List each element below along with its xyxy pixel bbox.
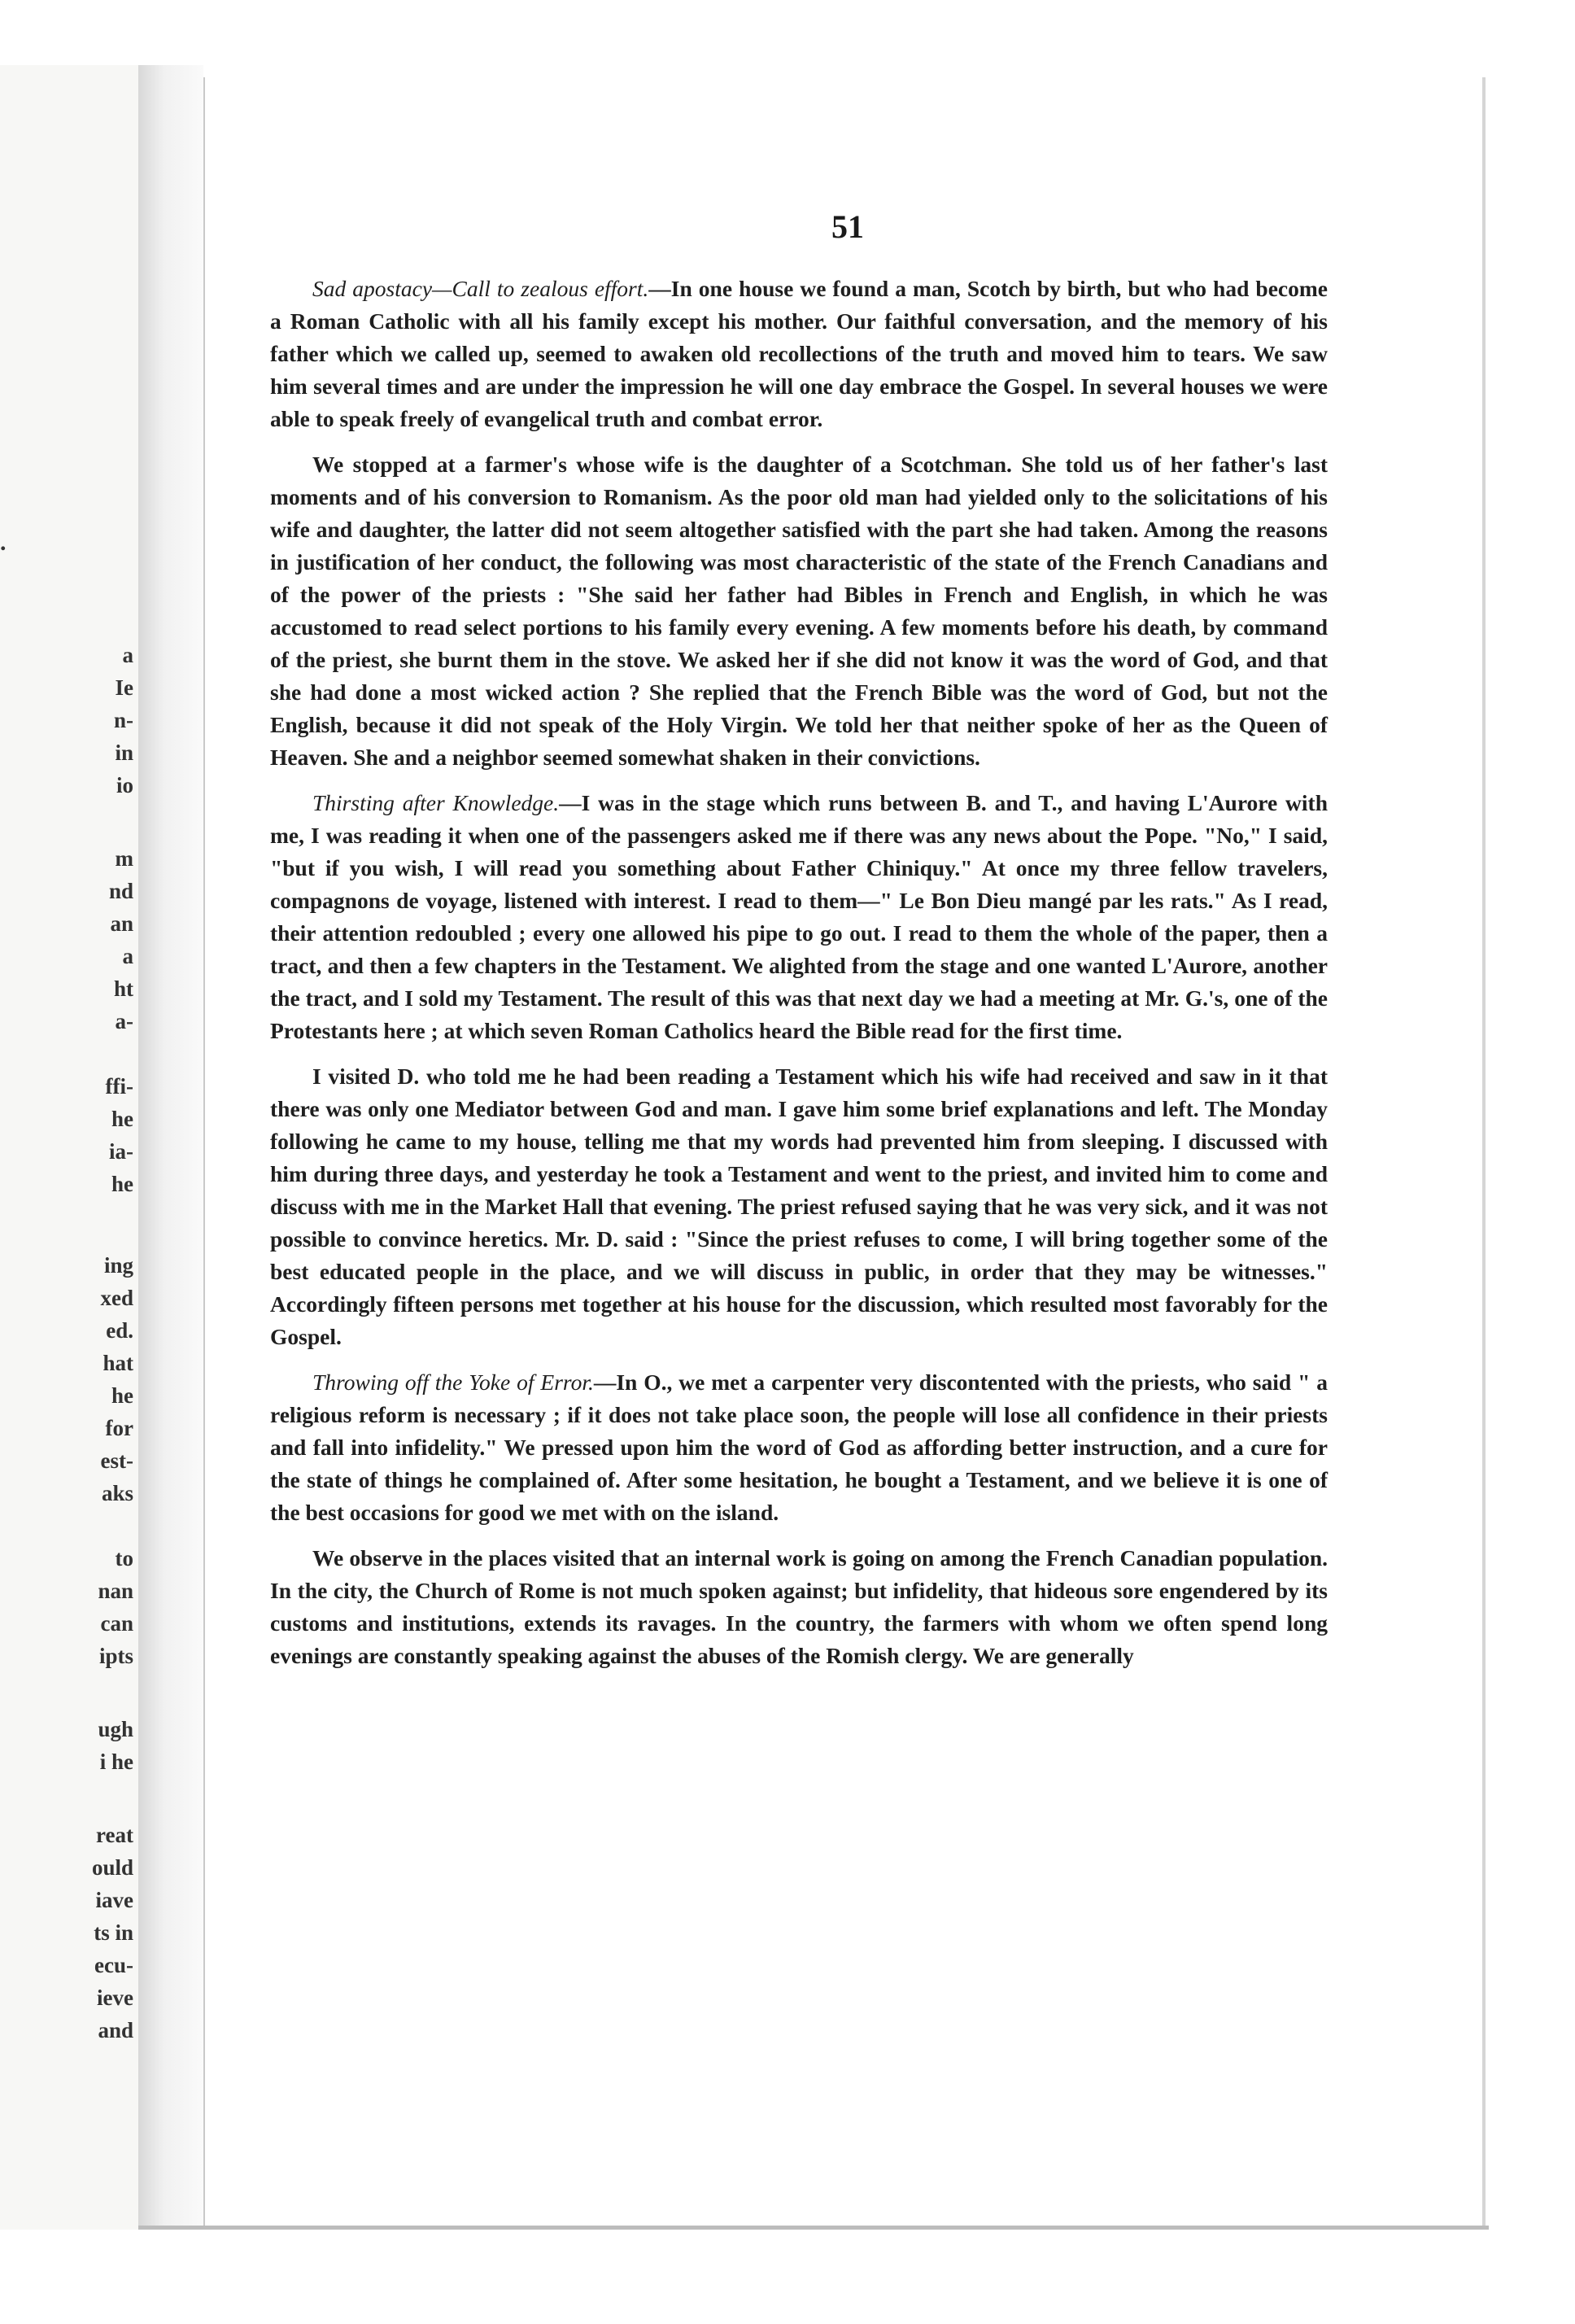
facing-text-fragment: nd [108, 879, 133, 903]
facing-text-fragment: ed. [106, 1318, 133, 1343]
facing-text-fragment: an [110, 911, 133, 936]
facing-text-fragment: Ie [115, 675, 133, 700]
paragraph-body: —In one house we found a man, Scotch by birth, but who had become a Roman Catholic with all his family except his mother. Our faithful conversation, and the memory of his father which we called up, seemed to awaken old recollections of the truth and moved him to tears. We saw him several times and are under the impression he will one day embrace the Gospel. In several houses we were able to speak freely of evangelical truth and combat error. [270, 276, 1328, 431]
paragraph [270, 448, 1328, 774]
page-body [270, 273, 1328, 1685]
book-page [203, 77, 1490, 2226]
paragraph [270, 787, 1328, 1047]
facing-text-fragment: nan [98, 1579, 133, 1603]
paragraph-heading: Thirsting after Knowledge. [312, 790, 560, 815]
facing-text-fragment: to [115, 1546, 133, 1570]
paragraph-body: We stopped at a farmer's whose wife is the daughter of a Scotchman. She told us of her father's last moments and of his conversion to Romanism. As the poor old man had yielded only to the solicitations of his wife and daughter, the latter did not seem altogether satisfied with the part she had taken. Among the reasons in justification of her conduct, the following was most characteristic of the state of the French Canadians and of the power of the priests : "She said her father had Bibles in French and English, in which he was accustomed to read select portions to his family every evening. A few moments before his death, by command of the priest, she burnt them in the stove. We asked her if she did not know it was the word of God, and that she had done a most wicked action ? She replied that the French Bible was the word of God, but not the English, because it did not speak of the Holy Virgin. We told her that neither spoke of her as the Queen of Heaven. She and a neighbor seemed somewhat shaken in their convictions. [270, 452, 1328, 770]
facing-text-fragment: can [100, 1611, 133, 1636]
paragraph-heading: Throwing off the Yoke of Error. [312, 1370, 594, 1395]
paragraph-body: We observe in the places visited that an internal work is going on among the French Canadian population. In the city, the Church of Rome is not much spoken against; but infidelity, that hideous sore engendered by its customs and institutions, extends its ravages. In the country, the farmers with whom we often spend long evenings are constantly speaking against the abuses of the Romish clergy. We are generally [270, 1545, 1328, 1668]
facing-page-mark: . [0, 529, 7, 556]
facing-text-fragment: ing [103, 1253, 133, 1278]
facing-text-fragment: a [122, 944, 133, 968]
facing-text-fragment: for [105, 1416, 133, 1440]
facing-text-fragment: he [111, 1172, 133, 1196]
paragraph [270, 1366, 1328, 1529]
facing-text-fragment: ipts [98, 1644, 133, 1668]
paragraph [270, 1542, 1328, 1672]
facing-text-fragment: ia- [109, 1139, 133, 1164]
facing-text-fragment: he [111, 1383, 133, 1408]
facing-text-fragment: he [111, 1107, 133, 1131]
page-number: 51 [831, 208, 864, 245]
facing-text-fragment: in [115, 740, 133, 765]
facing-text-fragment: est- [100, 1448, 133, 1473]
facing-text-fragment: ffi- [105, 1074, 133, 1099]
paragraph [270, 273, 1328, 435]
facing-text-fragment: i he [99, 1750, 133, 1774]
facing-text-fragment: n- [113, 708, 133, 732]
facing-text-fragment: reat [96, 1823, 133, 1847]
facing-text-fragment: xed [100, 1286, 133, 1310]
paragraph-body: —In O., we met a carpenter very discontented with the priests, who said " a religious reform is necessary ; if it does not take place soon, the people will lose all confidence in their priests and fall into infidelity." We pressed upon him the word of God as affording better instruction, and a cure for the state of things he complained of. After some hesitation, he bought a Testament, and we believe it is one of the best occasions for good we met with on the island. [270, 1370, 1328, 1525]
page-bottom-edge [138, 2226, 1489, 2230]
facing-text-fragment: a [122, 643, 133, 667]
facing-text-fragment: ht [113, 976, 133, 1001]
facing-text-fragment: iave [95, 1888, 133, 1912]
paragraph [270, 1060, 1328, 1353]
facing-text-fragment: ecu- [94, 1953, 133, 1977]
paragraph-body: I visited D. who told me he had been reading a Testament which his wife had received and saw in it that there was only one Mediator between God and man. I gave him some brief explanations and left. The Monday following he came to my house, telling me that my words had prevented him from sleeping. I discussed with him during three days, and yesterday he took a Testament and went to the priest, and invited him to come and discuss with me in the Market Hall that evening. The priest refused saying that he was very sick, and it was not possible to convince heretics. Mr. D. said : "Since the priest refuses to come, I will bring together some of the best educated people in the place, and we will discuss in public, in order that they may be witnesses." Accordingly fifteen persons met together at his house for the discussion, which resulted most favorably for the Gospel. [270, 1064, 1328, 1349]
facing-text-fragment: aks [101, 1481, 133, 1505]
facing-text-fragment: ts in [94, 1920, 133, 1945]
facing-text-fragment: io [116, 773, 133, 797]
book-gutter [138, 65, 203, 2230]
page-right-edge [1482, 77, 1486, 2226]
facing-page-edge [0, 65, 141, 2230]
facing-text-fragment: ould [91, 1855, 133, 1880]
paragraph-heading: Sad apostacy—Call to zealous effort. [312, 276, 649, 301]
facing-text-fragment: a- [115, 1009, 133, 1033]
facing-text-fragment: m [115, 846, 133, 871]
facing-text-fragment: and [98, 2018, 133, 2042]
facing-text-fragment: ugh [98, 1717, 133, 1741]
facing-text-fragment: hat [103, 1351, 133, 1375]
facing-text-fragment: ieve [97, 1985, 133, 2010]
paragraph-body: —I was in the stage which runs between B. and T., and having L'Aurore with me, I was reading it when one of the passengers asked me if there was any news about the Pope. "No," I said, "but if you wish, I will read you something about Father Chiniquy." At once my three fellow travelers, compagnons de voyage, listened with interest. I read to them—" Le Bon Dieu mangé par les rats." As I read, their attention redoubled ; every one allowed his pipe to go out. I read to them the whole of the paper, then a tract, and then a few chapters in the Testament. We alighted from the stage and one wanted L'Aurore, another the tract, and I sold my Testament. The result of this was that next day we had a meeting at Mr. G.'s, one of the Protestants here ; at which seven Roman Catholics heard the Bible read for the first time. [270, 790, 1328, 1043]
